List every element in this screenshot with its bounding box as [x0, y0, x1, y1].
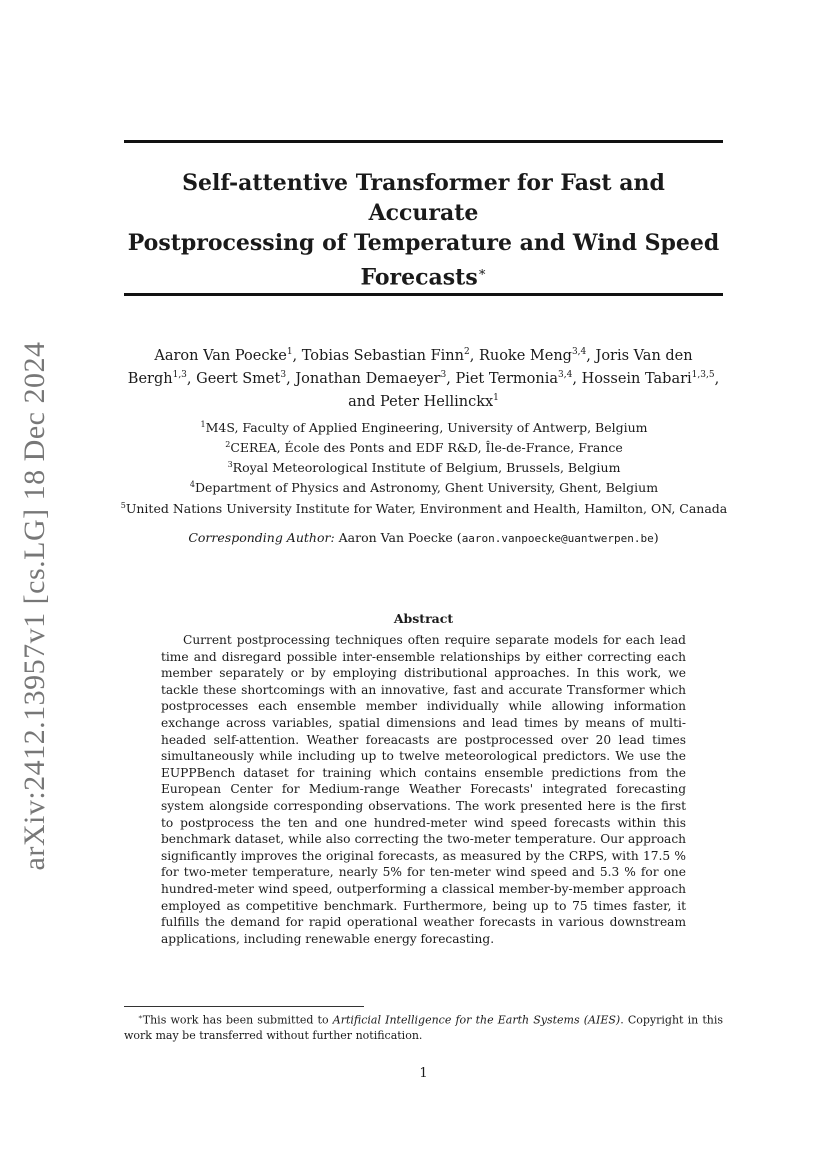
title-line-3: Forecasts — [360, 264, 478, 291]
corresponding-label: Corresponding Author: — [188, 530, 335, 545]
author-name: Piet Termonia — [455, 370, 559, 387]
title-line-2: Postprocessing of Temperature and Wind Speed — [127, 230, 720, 256]
affiliation-line — [100, 456, 748, 476]
title-line-1: Self-attentive Transformer for Fast and Accurate — [182, 170, 665, 226]
affiliation-num: 5 — [120, 500, 126, 510]
affiliation-list — [100, 416, 748, 517]
author-name: Aaron Van Poecke — [154, 347, 287, 364]
footnote — [124, 1010, 723, 1043]
footnote-rule — [124, 1006, 364, 1007]
affiliation-text: M4S, Faculty of Applied Engineering, University of Antwerp, Belgium — [205, 420, 648, 436]
arxiv-stamp: arXiv:2412.13957v1 [cs.LG] 18 Dec 2024 — [18, 341, 51, 871]
corresponding-name: Aaron Van Poecke — [338, 530, 453, 545]
author-sup: 1 — [286, 347, 293, 357]
author-name: Geert Smet — [196, 370, 281, 387]
affiliation-num: 3 — [227, 460, 233, 470]
author-sup: 2 — [463, 347, 470, 357]
author-name: Joris Van den Bergh — [127, 347, 693, 387]
footnote-mark: ∗ — [138, 1013, 143, 1021]
author-sup: 3 — [440, 369, 447, 380]
paper-title — [124, 168, 723, 292]
author-name: Ruoke Meng — [478, 347, 572, 364]
affiliation-num: 2 — [225, 440, 231, 450]
author-sup: 3 — [280, 369, 287, 380]
author-sup: 1 — [493, 392, 499, 403]
affiliation-text: CEREA, École des Ponts and EDF R&D, Île-de-France, France — [230, 440, 623, 456]
affiliation-line — [100, 497, 748, 517]
title-rule-bottom — [124, 293, 723, 296]
affiliation-text: Royal Meteorological Institute of Belgium, Brussels, Belgium — [232, 460, 621, 476]
affiliation-num: 4 — [189, 480, 196, 490]
footnote-text-after: . Copyright in this work may be transferred without further notification. — [124, 1013, 724, 1042]
author-sup: 3,4 — [558, 369, 573, 380]
corresponding-author: Corresponding Author: Aaron Van Poecke (aaron.vanpoecke@uantwerpen.be) — [188, 530, 659, 545]
affiliation-num: 1 — [200, 420, 206, 429]
footnote-text-before: This work has been submitted to — [142, 1013, 333, 1027]
author-list: Aaron Van Poecke$^1$, Tobias Sebastian Finn$^2$, Ruoke Meng$^{3,4}$, Joris Van den Bergh$^{1,3}$, Geert Smet$^3$, Jonathan Demaeyer$^3$, Piet Termonia$^{3,4}$, Hossein Tabari$^{1,3,5}$, and Peter Hellinckx$^1$ — [127, 347, 720, 410]
author-and: and — [348, 393, 376, 410]
abstract-text: Current postprocessing techniques often require separate models for each lead time and disregard possible inter-ensemble relationships by either correcting each member separately or by employing distributional approaches. In this work, we tackle these shortcomings with an innovative, fast and accurate Transformer which postprocesses each ensemble member individually while allowing information exchange across variables, spatial dimensions and lead times by means of multi-headed self-attention. Weather foreacasts are postprocessed over 20 lead times simultaneously while including up to twelve meteorological predictors. We use the EUPPBench dataset for training which contains ensemble predictions from the European Center for Medium-range Weather Forecasts' integrated forecasting system alongside corresponding observations. The work presented here is the first to postprocess the ten and one hundred-meter wind speed forecasts within this benchmark dataset, while also correcting the two-meter temperature. Our approach significantly improves the original forecasts, as measured by the CRPS, with 17.5 % for two-meter temperature, nearly 5% for ten-meter wind speed and 5.3 % for one hundred-meter wind speed, outperforming a classical member-by-member approach employed as competitive benchmark. Furthermore, being up to 75 times faster, it fulfills the demand for rapid operational weather forecasts in various downstream applications, including renewable energy forecasting. — [161, 633, 686, 946]
affiliation-line — [100, 416, 748, 436]
affiliation-text: Department of Physics and Astronomy, Ghent University, Ghent, Belgium — [195, 480, 659, 496]
affiliation-line — [100, 436, 748, 456]
title-footnote-mark: ∗ — [477, 265, 487, 280]
author-name: Peter Hellinckx — [379, 393, 494, 410]
footnote-venue: Artificial Intelligence for the Earth Systems (AIES) — [332, 1013, 621, 1027]
author-sup: 1,3,5 — [691, 369, 715, 380]
affiliation-line — [100, 476, 748, 496]
affiliation-text: United Nations University Institute for Water, Environment and Health, Hamilton, ON, Canada — [125, 500, 728, 516]
author-name: Jonathan Demaeyer — [295, 370, 441, 387]
author-name: Tobias Sebastian Finn — [301, 347, 464, 364]
author-name: Hossein Tabari — [581, 370, 692, 387]
author-sup: 1,3 — [172, 369, 187, 380]
corresponding-email-link[interactable]: aaron.vanpoecke@uantwerpen.be — [461, 532, 654, 545]
abstract-heading: Abstract — [393, 611, 454, 626]
page-number: 1 — [419, 1066, 428, 1081]
author-sup: 3,4 — [571, 347, 587, 357]
title-rule-top — [124, 140, 723, 143]
